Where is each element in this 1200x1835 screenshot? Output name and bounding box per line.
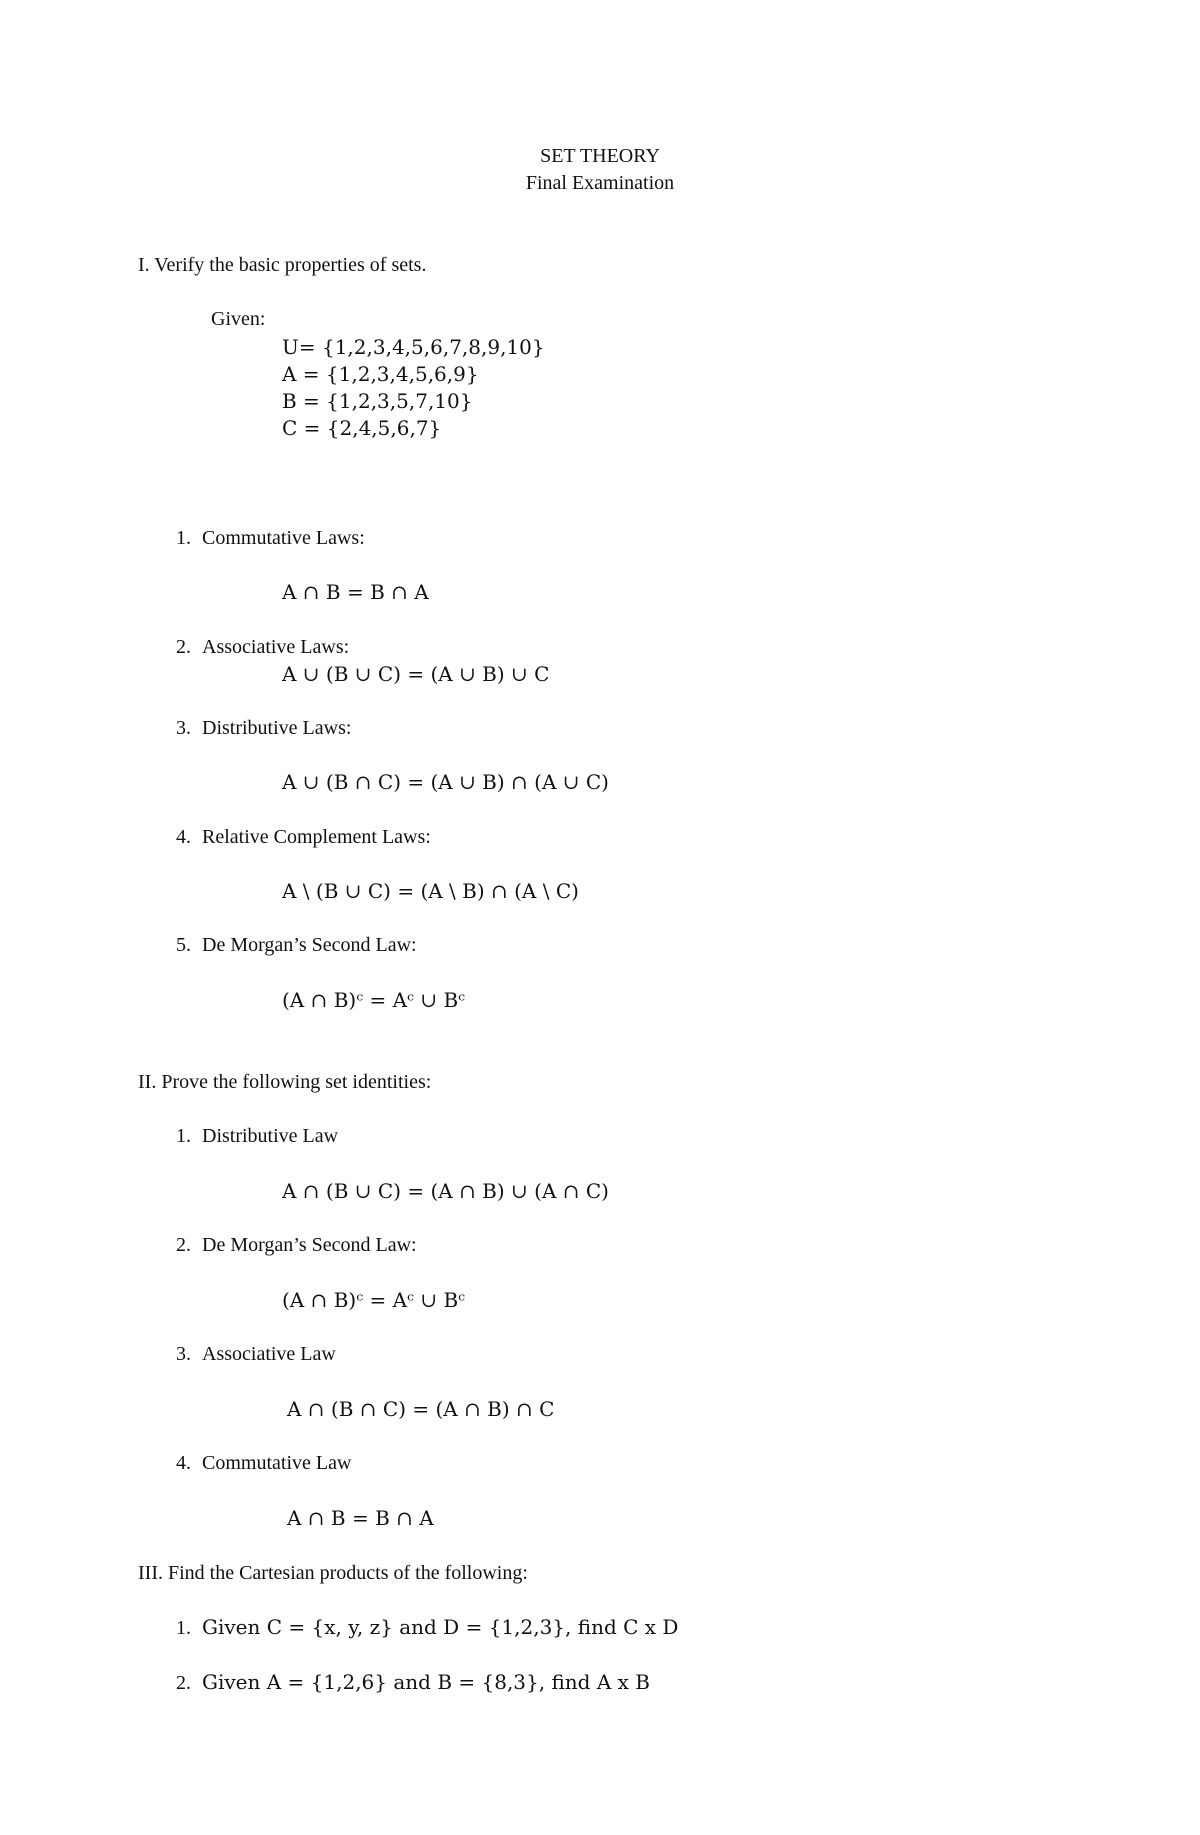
part2-formula-4: A ∩ B = B ∩ A (287, 1506, 434, 1530)
item-number: 2. (176, 1672, 191, 1694)
item-label: Commutative Law (202, 1452, 352, 1474)
part2-item-4 (176, 1451, 351, 1475)
item-label: De Morgan’s Second Law: (202, 1234, 417, 1256)
item-label: De Morgan’s Second Law: (202, 934, 417, 956)
part3-item-2 (176, 1670, 650, 1695)
given-label: Given: (211, 308, 266, 330)
item-number: 1. (176, 527, 191, 549)
item-number: 1. (176, 1617, 191, 1639)
item-label: Associative Law (202, 1343, 336, 1365)
part2-formula-1: A ∩ (B ∪ C) = (A ∩ B) ∪ (A ∩ C) (282, 1179, 609, 1203)
part1-formula-2: A ∪ (B ∪ C) = (A ∪ B) ∪ C (282, 662, 550, 686)
part3-item-1 (176, 1615, 678, 1640)
item-number: 5. (176, 934, 191, 956)
part2-formula-3: A ∩ (B ∩ C) = (A ∩ B) ∩ C (287, 1397, 555, 1421)
item-number: 4. (176, 1452, 191, 1474)
document-title: SET THEORY (540, 145, 660, 167)
part1-formula-4: A \ (B ∪ C) = (A \ B) ∩ (A \ C) (282, 879, 579, 903)
item-number: 3. (176, 717, 191, 739)
document-subtitle: Final Examination (525, 172, 675, 194)
item-label: Relative Complement Laws: (202, 826, 431, 848)
part2-item-2 (176, 1233, 417, 1257)
item-label: Distributive Law (202, 1125, 339, 1147)
item-label: Distributive Laws: (202, 717, 352, 739)
item-text: Given C = {x, y, z} and D = {1,2,3}, find C x D (202, 1615, 679, 1639)
item-number: 1. (176, 1125, 191, 1147)
set-b: B = {1,2,3,5,7,10} (282, 389, 473, 413)
set-c: C = {2,4,5,6,7} (282, 416, 442, 440)
part2-formula-2: (A ∩ B)ᶜ = Aᶜ ∪ Bᶜ (282, 1288, 466, 1312)
item-label: Associative Laws: (202, 636, 350, 658)
part1-item-2 (176, 635, 349, 659)
part2-item-1 (176, 1124, 338, 1148)
part1-item-1 (176, 526, 365, 550)
part1-heading: I. Verify the basic properties of sets. (138, 254, 427, 276)
part1-formula-3: A ∪ (B ∩ C) = (A ∪ B) ∩ (A ∪ C) (282, 770, 609, 794)
part1-item-4 (176, 825, 431, 849)
part2-heading: II. Prove the following set identities: (138, 1071, 432, 1093)
part1-item-5 (176, 933, 417, 957)
item-number: 3. (176, 1343, 191, 1365)
part1-formula-1: A ∩ B = B ∩ A (282, 580, 429, 604)
part1-item-3 (176, 716, 351, 740)
item-number: 4. (176, 826, 191, 848)
set-a: A = {1,2,3,4,5,6,9} (282, 362, 479, 386)
part2-item-3 (176, 1342, 336, 1366)
item-number: 2. (176, 636, 191, 658)
part1-formula-5: (A ∩ B)ᶜ = Aᶜ ∪ Bᶜ (282, 988, 466, 1012)
item-text: Given A = {1,2,6} and B = {8,3}, find A x B (202, 1670, 650, 1694)
item-label: Commutative Laws: (202, 527, 365, 549)
set-u: U= {1,2,3,4,5,6,7,8,9,10} (282, 335, 545, 359)
part3-heading: III. Find the Cartesian products of the following: (138, 1562, 528, 1584)
item-number: 2. (176, 1234, 191, 1256)
